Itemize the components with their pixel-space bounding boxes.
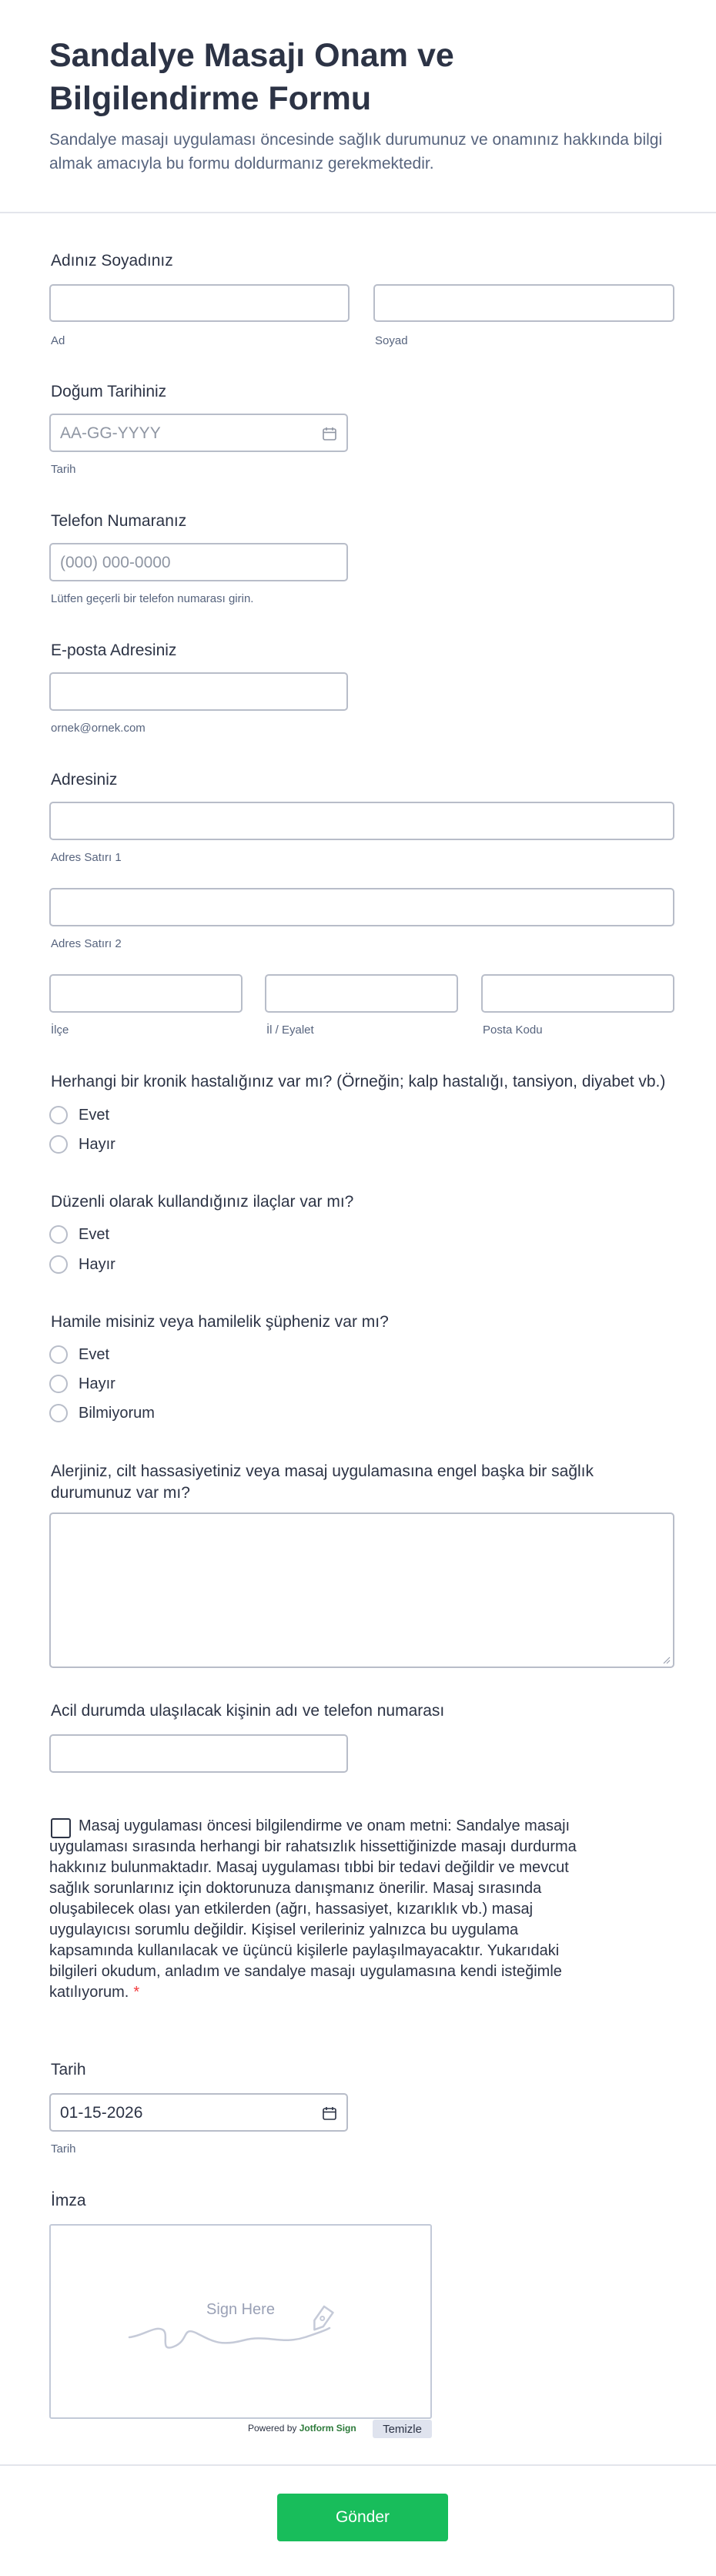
address-label: Adresiniz: [51, 771, 118, 789]
radio-button[interactable]: [49, 1404, 68, 1422]
signature-pad[interactable]: [49, 2224, 432, 2419]
signature-label: İmza: [51, 2192, 86, 2209]
phone-placeholder: (000) 000-0000: [60, 554, 171, 571]
email-label: E-posta Adresiniz: [51, 641, 177, 659]
radio-button[interactable]: [49, 1135, 68, 1154]
last-name-input[interactable]: [373, 284, 674, 322]
option-label: Hayır: [79, 1255, 115, 1273]
district-input[interactable]: [49, 974, 243, 1013]
option-label: Hayır: [79, 1375, 115, 1392]
allergy-textarea[interactable]: [49, 1512, 674, 1668]
chronic-question-label: Herhangi bir kronik hastalığınız var mı? (Örneğin; kalp hastalığı, tansiyon, diyabet vb.): [51, 1073, 666, 1090]
address-line2-sublabel: Adres Satırı 2: [51, 937, 122, 950]
address-line1-sublabel: Adres Satırı 1: [51, 851, 122, 864]
email-sublabel: ornek@ornek.com: [51, 722, 146, 735]
last-name-sublabel: Soyad: [375, 334, 408, 347]
pregnancy-option-no[interactable]: [49, 1375, 115, 1393]
powered-by: [248, 2423, 356, 2434]
calendar-icon[interactable]: [322, 426, 337, 441]
footer-divider: [0, 2464, 716, 2466]
consent-text-body: Masaj uygulaması öncesi bilgilendirme ve onam metni: Sandalye masajı uygulaması sırasında herhangi bir rahatsızlık hissettiğinizde masajı durdurma hakkınız bulunmaktadır. Masaj uygulaması tıbbi bir tedavi değildir ve mevcut sağlık sorunlarınız için doktorunuza danışmanız önerilir. Masaj sırasında oluşabilecek olası yan etkilerden (ağrı, hassasiyet, kızarıklık vb.) masaj uygulayıcısı sorumlu değildir. Kişisel verileriniz yalnızca bu uygulama kapsamında kullanılacak ve üçüncü kişilerle paylaşılmayacaktır. Yukarıdaki bilgileri okudum, anladım ve sandalye masajı uygulamasına kendi isteğimle katılıyorum.: [49, 1817, 577, 2001]
required-asterisk: *: [133, 1984, 140, 2001]
chronic-option-yes[interactable]: [49, 1106, 109, 1124]
powered-by-text: Powered by: [248, 2423, 297, 2434]
name-label: Adınız Soyadınız: [51, 252, 173, 270]
birth-date-label: Doğum Tarihiniz: [51, 383, 167, 400]
email-input[interactable]: [49, 672, 348, 711]
option-label: Evet: [79, 1225, 110, 1243]
province-input[interactable]: [265, 974, 458, 1013]
form-subtitle: Sandalye masajı uygulaması öncesinde sağlık durumunuz ve onamınız hakkında bilgi almak amacıyla bu formu doldurmanız gerekmektedir.: [49, 131, 663, 173]
radio-button[interactable]: [49, 1255, 68, 1274]
emergency-contact-label: Acil durumda ulaşılacak kişinin adı ve telefon numarası: [51, 1702, 445, 1720]
emergency-contact-input[interactable]: [49, 1734, 348, 1773]
phone-input[interactable]: [49, 543, 348, 581]
medication-option-yes[interactable]: [49, 1225, 109, 1244]
postal-code-input[interactable]: [481, 974, 674, 1013]
birth-date-placeholder: AA-GG-YYYY: [60, 424, 161, 442]
district-sublabel: İlçe: [51, 1023, 69, 1037]
radio-button[interactable]: [49, 1375, 68, 1393]
phone-sublabel: Lütfen geçerli bir telefon numarası girin.: [51, 592, 254, 605]
address-line2-input[interactable]: [49, 888, 674, 926]
submit-button[interactable]: Gönder: [277, 2494, 448, 2541]
calendar-icon[interactable]: [322, 2105, 337, 2121]
medication-option-no[interactable]: [49, 1255, 115, 1274]
address-line1-input[interactable]: [49, 802, 674, 840]
clear-signature-button[interactable]: Temizle: [373, 2420, 432, 2438]
consent-text: [49, 1816, 604, 2003]
province-sublabel: İl / Eyalet: [266, 1023, 314, 1037]
option-label: Evet: [79, 1345, 110, 1363]
date-input[interactable]: [49, 2093, 348, 2132]
radio-button[interactable]: [49, 1225, 68, 1244]
chronic-option-no[interactable]: [49, 1135, 115, 1154]
pregnancy-option-unknown[interactable]: [49, 1404, 155, 1422]
date-value: 01-15-2026: [60, 2104, 143, 2122]
date-label: Tarih: [51, 2061, 86, 2079]
phone-label: Telefon Numaranız: [51, 512, 187, 530]
first-name-input[interactable]: [49, 284, 350, 322]
option-label: Hayır: [79, 1135, 115, 1153]
date-sublabel: Tarih: [51, 2142, 76, 2156]
pregnancy-question-label: Hamile misiniz veya hamilelik şüpheniz var mı?: [51, 1313, 389, 1331]
first-name-sublabel: Ad: [51, 334, 65, 347]
resize-handle-icon[interactable]: [661, 1655, 671, 1664]
radio-button[interactable]: [49, 1345, 68, 1364]
birth-date-sublabel: Tarih: [51, 463, 76, 476]
allergy-question-label: Alerjiniz, cilt hassasiyetiniz veya masaj uygulamasına engel başka bir sağlık durumunuz var mı?: [51, 1462, 594, 1502]
header-divider: [0, 212, 716, 213]
medication-question-label: Düzenli olarak kullandığınız ilaçlar var mı?: [51, 1193, 354, 1211]
radio-button[interactable]: [49, 1106, 68, 1124]
option-label: Evet: [79, 1106, 110, 1124]
postal-code-sublabel: Posta Kodu: [483, 1023, 543, 1037]
sign-here-text: Sign Here: [206, 2301, 275, 2318]
birth-date-input[interactable]: [49, 414, 348, 452]
pregnancy-option-yes[interactable]: [49, 1345, 109, 1364]
option-label: Bilmiyorum: [79, 1404, 155, 1422]
form-title: Sandalye Masajı Onam ve Bilgilendirme Formu: [49, 37, 454, 117]
jotform-sign-brand: Jotform Sign: [299, 2423, 356, 2434]
